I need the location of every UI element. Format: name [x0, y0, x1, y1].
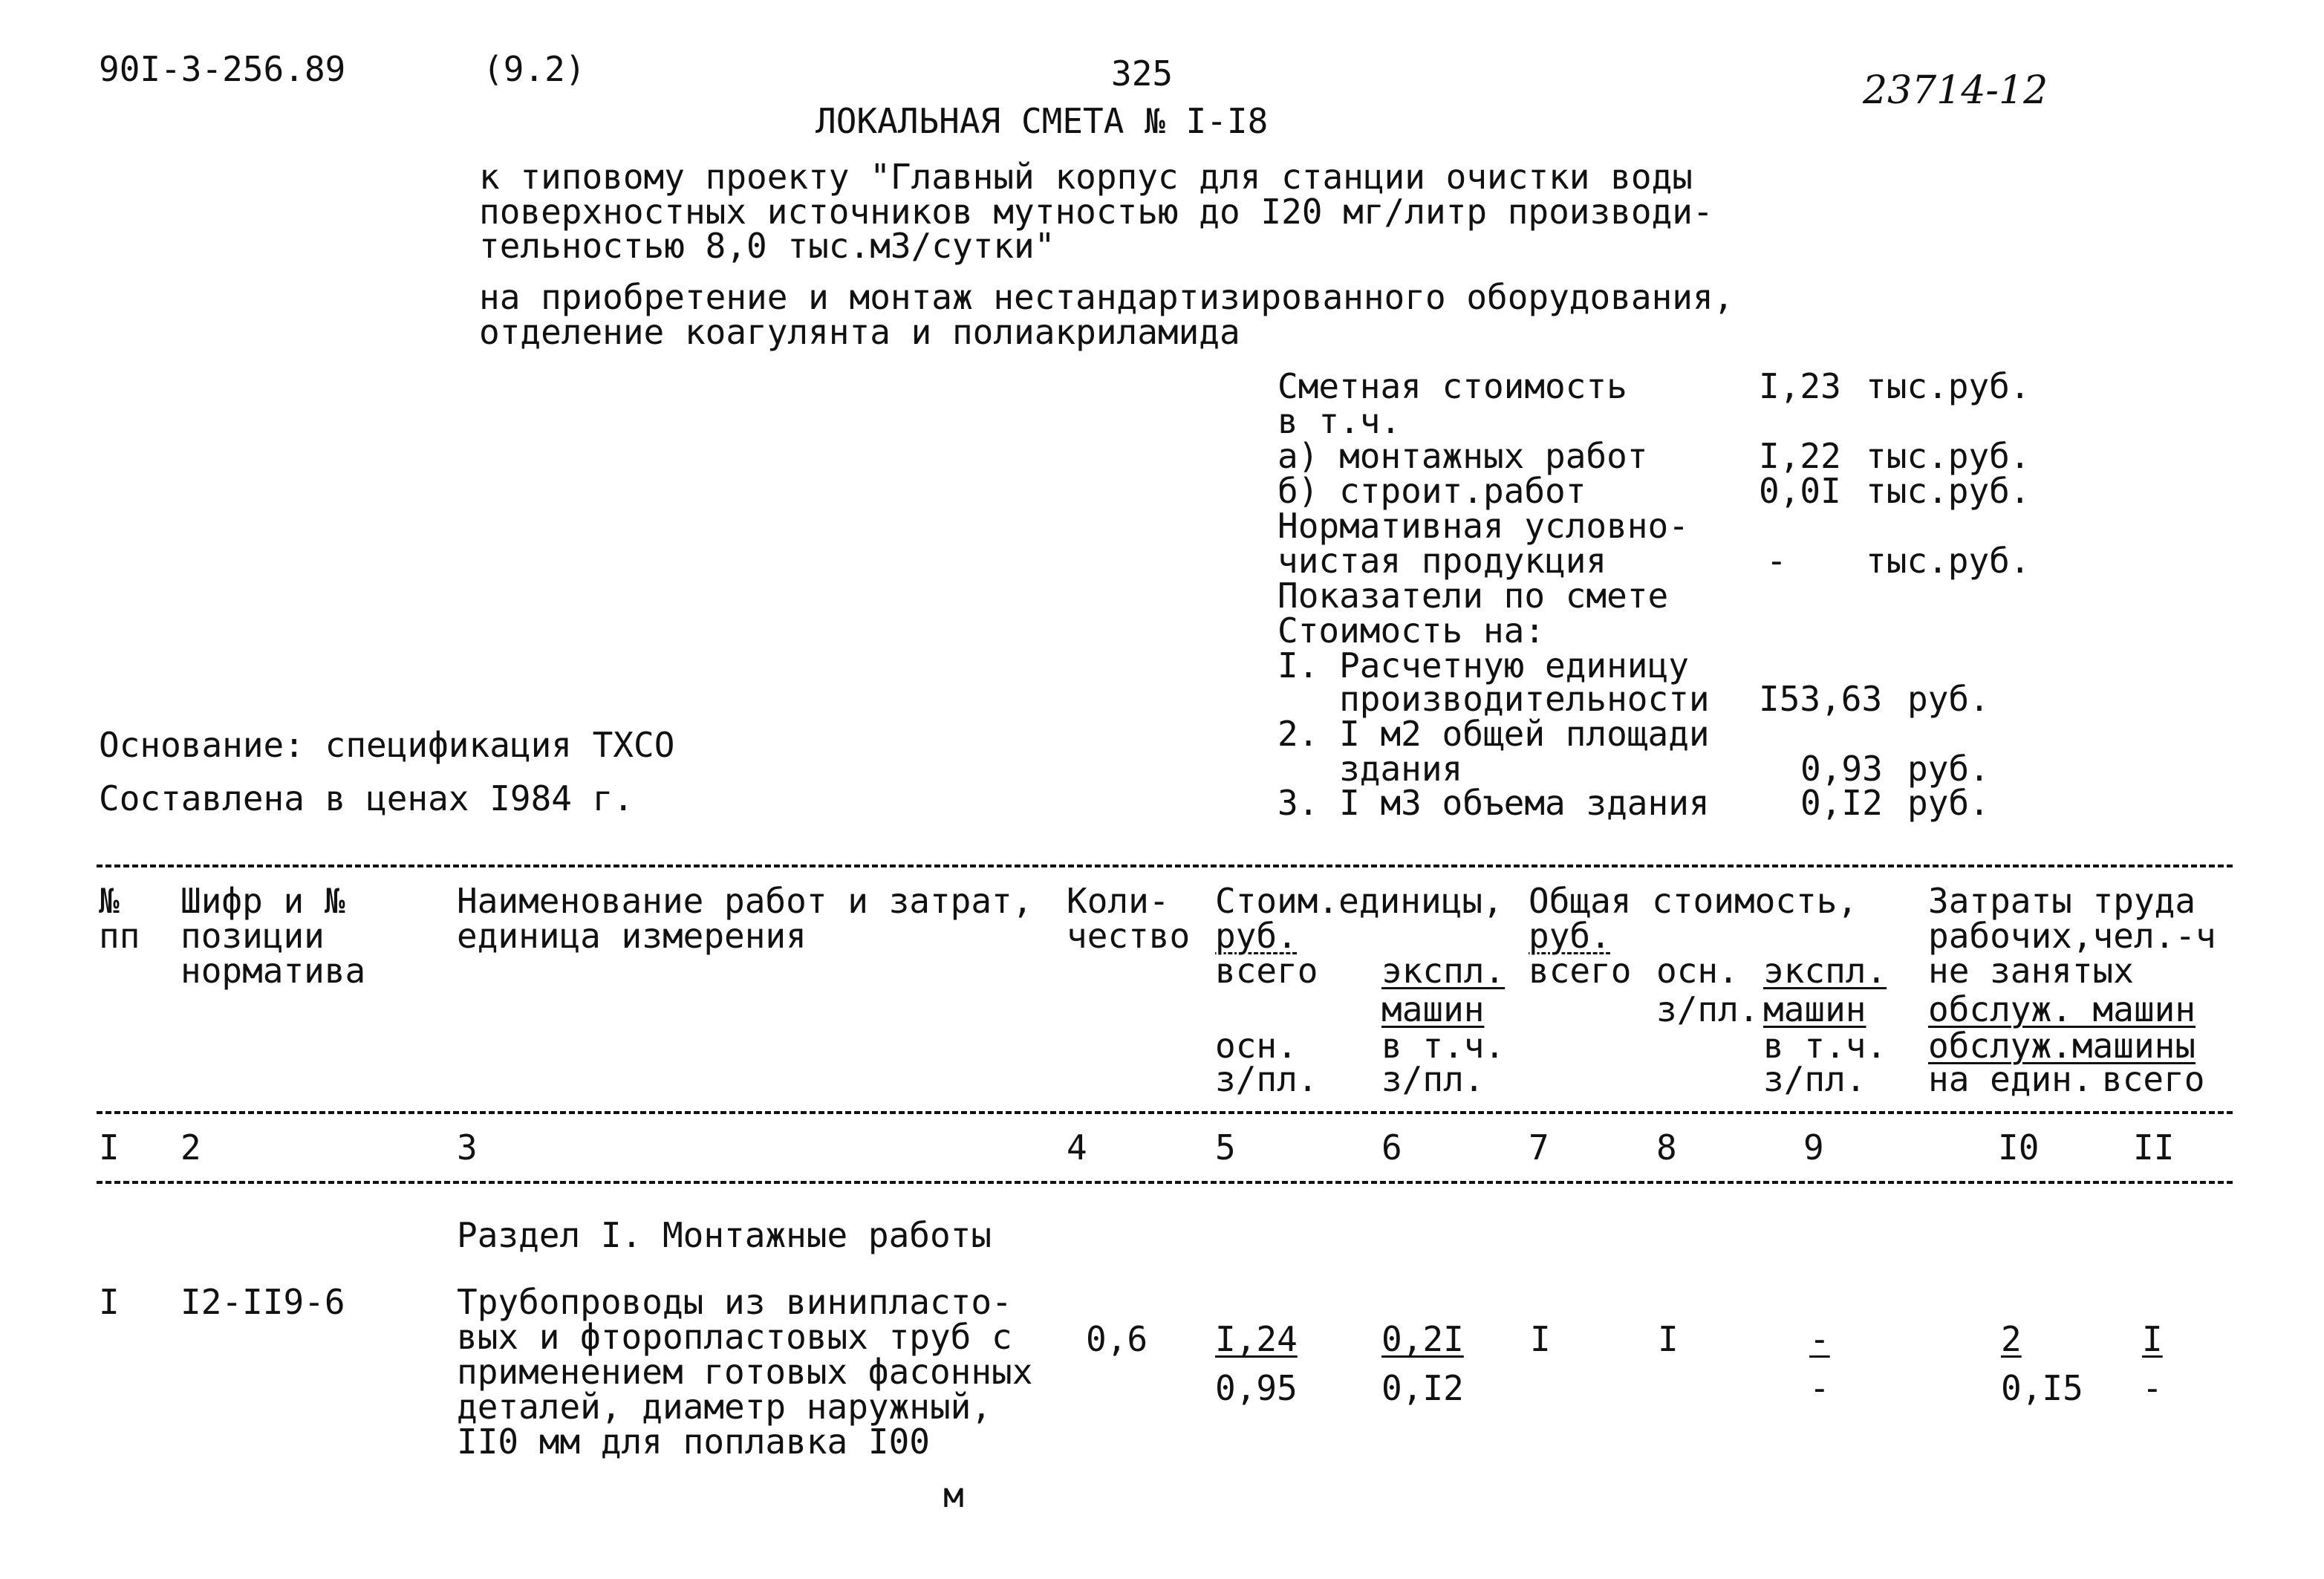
- header-name-1: Наименование работ и затрат,: [457, 881, 1033, 921]
- summary-unit: тыс.руб.: [1866, 471, 2031, 511]
- header-total-cost-rub: руб.: [1529, 916, 1611, 956]
- summary-unit: руб.: [1907, 783, 1990, 823]
- header-unit-mach-3: в т.ч.: [1381, 1026, 1506, 1066]
- header-total-mach-4: з/пл.: [1763, 1059, 1866, 1099]
- row-name-line: применением готовых фасонных: [457, 1352, 1033, 1392]
- prices-line: Составлена в ценах I984 г.: [99, 778, 634, 818]
- col-number: 2: [180, 1127, 201, 1168]
- estimate-title: ЛОКАЛЬНАЯ СМЕТА № I-I8: [816, 101, 1269, 141]
- summary-label: 3. I м3 объема здания: [1277, 783, 1710, 823]
- header-unit-wage-2: з/пл.: [1215, 1059, 1318, 1099]
- col-number: 7: [1529, 1127, 1549, 1168]
- row-total-mach: -: [1809, 1319, 1830, 1359]
- summary-value: -: [1766, 541, 1787, 581]
- summary-value: I53,63: [1759, 679, 1883, 719]
- header-unit-mach-1: экспл.: [1381, 951, 1506, 991]
- col-numbers-bottom-rule: [97, 1181, 2233, 1184]
- summary-label: б) строит.работ: [1277, 471, 1586, 511]
- purpose-line-1: на приобретение и монтаж нестандартизированного оборудования,: [479, 277, 1734, 317]
- summary-unit: тыс.руб.: [1866, 541, 2031, 581]
- header-unit-cost-rub: руб.: [1215, 916, 1298, 956]
- inventory-number: 23714-12: [1863, 68, 2048, 113]
- summary-unit: тыс.руб.: [1866, 366, 2031, 406]
- summary-label: I. Расчетную единицу: [1277, 645, 1689, 686]
- header-total-mach-2: машин: [1763, 989, 1866, 1029]
- row-unit-mach-wage: 0,I2: [1381, 1368, 1464, 1408]
- header-qty-1: Коли-: [1067, 881, 1170, 921]
- header-total-mach-3: в т.ч.: [1763, 1026, 1887, 1066]
- header-qty-2: чество: [1067, 916, 1191, 956]
- col-number: 6: [1381, 1127, 1402, 1168]
- col-number: 8: [1656, 1127, 1677, 1168]
- row-labor-total: I: [2142, 1319, 2163, 1359]
- summary-value: I,22: [1759, 436, 1841, 476]
- row-unit-total: I,24: [1215, 1319, 1298, 1359]
- header-code-2: позиции: [180, 916, 325, 956]
- row-name-line: вых и фторопластовых труб с: [457, 1317, 1012, 1357]
- summary-label: Показатели по смете: [1277, 576, 1669, 616]
- row-labor-unit-b: 0,I5: [2001, 1368, 2083, 1408]
- row-num: I: [99, 1282, 120, 1322]
- header-labor-3: не занятых: [1928, 951, 2134, 991]
- header-labor-5: обслуж.машины: [1928, 1026, 2196, 1066]
- summary-label: 2. I м2 общей площади: [1277, 714, 1710, 754]
- row-code: I2-II9-6: [180, 1282, 345, 1322]
- row-labor-unit: 2: [2001, 1319, 2022, 1359]
- summary-label: Сметная стоимость: [1277, 366, 1627, 406]
- header-unit-mach-2: машин: [1381, 989, 1485, 1029]
- header-bottom-rule: [97, 1111, 2233, 1114]
- col-number: 4: [1067, 1127, 1087, 1168]
- header-total-mach-1: экспл.: [1763, 951, 1887, 991]
- header-labor-4: обслуж. машин: [1928, 989, 2196, 1029]
- section-title: Раздел I. Монтажные работы: [457, 1215, 992, 1255]
- header-unit-cost: Стоим.единицы,: [1215, 881, 1503, 921]
- header-labor-2: рабочих,чел.-ч: [1928, 916, 2216, 956]
- page-number: 325: [1111, 53, 1174, 94]
- row-unit: м: [943, 1475, 964, 1515]
- project-line-3: тельностью 8,0 тыс.м3/сутки": [479, 226, 1055, 266]
- row-qty: 0,6: [1086, 1319, 1148, 1359]
- section-code: (9.2): [483, 49, 586, 89]
- header-code-1: Шифр и №: [180, 881, 345, 921]
- summary-label: чистая продукция: [1277, 541, 1607, 581]
- table-top-rule: [97, 865, 2233, 867]
- summary-value: 0,93: [1800, 749, 1883, 789]
- summary-unit: руб.: [1907, 679, 1990, 719]
- row-total: I: [1530, 1319, 1551, 1359]
- col-number: 3: [457, 1127, 478, 1168]
- col-number: II: [2133, 1127, 2175, 1168]
- header-total: всего: [1529, 951, 1632, 991]
- summary-label: здания: [1277, 749, 1463, 789]
- header-total-wage-1: осн.: [1656, 951, 1739, 991]
- header-unit-mach-4: з/пл.: [1381, 1059, 1485, 1099]
- header-labor-total: всего: [2102, 1059, 2205, 1099]
- summary-label: Нормативная условно-: [1277, 506, 1689, 546]
- header-labor-unit: на един.: [1928, 1059, 2093, 1099]
- col-number: 5: [1215, 1127, 1236, 1168]
- summary-unit: тыс.руб.: [1866, 436, 2031, 476]
- row-total-mach-wage: -: [1809, 1368, 1830, 1408]
- project-line-1: к типовому проекту "Главный корпус для станции очистки воды: [479, 157, 1693, 197]
- row-labor-total-b: -: [2142, 1368, 2163, 1408]
- doc-code: 90I-3-256.89: [99, 49, 346, 89]
- col-number: I0: [1998, 1127, 2040, 1168]
- header-num-2: пп: [99, 916, 140, 956]
- col-number: I: [99, 1127, 120, 1168]
- row-name-line: Трубопроводы из винипласто-: [457, 1282, 1012, 1322]
- row-name-line: деталей, диаметр наружный,: [457, 1387, 992, 1427]
- row-unit-mach: 0,2I: [1381, 1319, 1464, 1359]
- summary-label: а) монтажных работ: [1277, 436, 1648, 476]
- header-unit-total: всего: [1215, 951, 1318, 991]
- summary-value: 0,0I: [1759, 471, 1841, 511]
- summary-unit: руб.: [1907, 749, 1990, 789]
- row-name-line: II0 мм для поплавка I00: [457, 1422, 930, 1462]
- purpose-line-2: отделение коагулянта и полиакриламида: [479, 312, 1240, 352]
- project-line-2: поверхностных источников мутностью до I20 мг/литр производи-: [479, 192, 1713, 232]
- header-num-1: №: [99, 881, 120, 921]
- summary-label: производительности: [1277, 679, 1710, 719]
- header-name-2: единица измерения: [457, 916, 807, 956]
- header-labor-1: Затраты труда: [1928, 881, 2196, 921]
- summary-label: в т.ч.: [1277, 401, 1402, 441]
- basis-line: Основание: спецификация ТХСО: [99, 725, 675, 765]
- header-total-wage-2: з/пл.: [1656, 989, 1760, 1029]
- summary-value: 0,I2: [1800, 783, 1883, 823]
- header-code-3: норматива: [180, 951, 366, 991]
- row-total-wage: I: [1658, 1319, 1679, 1359]
- summary-label: Стоимость на:: [1277, 611, 1546, 651]
- summary-value: I,23: [1759, 366, 1841, 406]
- col-number: 9: [1803, 1127, 1824, 1168]
- row-unit-wage: 0,95: [1215, 1368, 1298, 1408]
- header-unit-wage-1: осн.: [1215, 1026, 1298, 1066]
- header-total-cost: Общая стоимость,: [1529, 881, 1858, 921]
